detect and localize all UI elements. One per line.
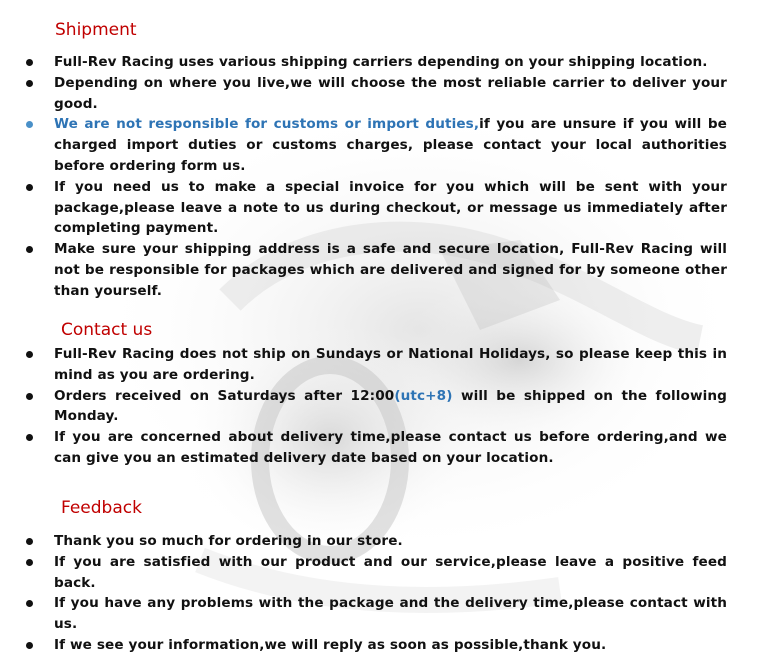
bullet-icon (26, 59, 33, 66)
bullet-icon (26, 642, 33, 649)
list-item: Make sure your shipping address is a safe and secure location, Full-Rev Racing will not be responsible for packages which are delivered and signed for by someone other than yourself. (0, 239, 727, 301)
feedback-heading: Feedback (61, 498, 142, 518)
list-item: If you need us to make a special invoice for you which will be sent with your package,please leave a note to us during checkout, or message us immediately after completing payment. (0, 177, 727, 239)
bullet-icon (26, 538, 33, 545)
bullet-icon (26, 393, 33, 400)
list-item: If we see your information,we will reply as soon as possible,thank you. (0, 635, 727, 656)
list-item: We are not responsible for customs or import duties,if you are unsure if you will be charged import duties or customs charges, please contact your local authorities before ordering form us. (0, 114, 727, 176)
contact-heading: Contact us (61, 320, 153, 340)
bullet-icon (26, 121, 33, 128)
shipment-list (0, 52, 727, 302)
bullet-icon (26, 246, 33, 253)
bullet-icon (26, 600, 33, 607)
bullet-icon (26, 559, 33, 566)
list-item: Thank you so much for ordering in our store. (0, 531, 727, 552)
bullet-icon (26, 351, 33, 358)
list-item: If you are concerned about delivery time,please contact us before ordering,and we can give you an estimated delivery date based on your location. (0, 427, 727, 469)
bullet-icon (26, 184, 33, 191)
timezone-note: (utc+8) (394, 387, 453, 404)
list-item: If you are satisfied with our product and our service,please leave a positive feed back. (0, 552, 727, 594)
bullet-icon (26, 434, 33, 441)
list-item: Full-Rev Racing does not ship on Sundays or National Holidays, so please keep this in mind as you are ordering. (0, 344, 727, 386)
list-item: Depending on where you live,we will choose the most reliable carrier to deliver your good. (0, 73, 727, 115)
list-item: Full-Rev Racing uses various shipping carriers depending on your shipping location. (0, 52, 727, 73)
customs-disclaimer: We are not responsible for customs or import duties, (54, 116, 480, 133)
bullet-icon (26, 80, 33, 87)
list-item: Orders received on Saturdays after 12:00(utc+8) will be shipped on the following Monday. (0, 386, 727, 428)
shipment-heading: Shipment (55, 20, 137, 40)
list-item: If you have any problems with the package and the delivery time,please contact with us. (0, 593, 727, 635)
contact-list (0, 344, 727, 469)
feedback-list (0, 531, 727, 656)
